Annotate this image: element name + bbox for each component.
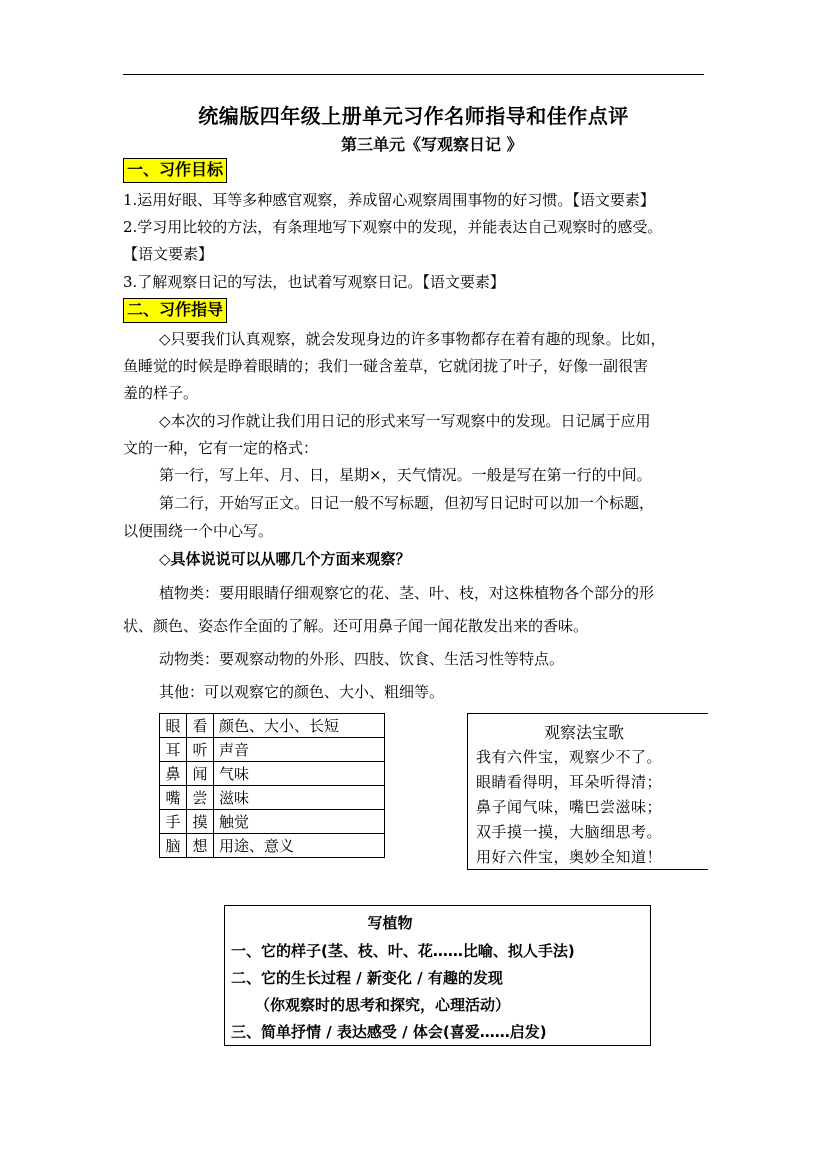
- guidance-text: ◇本次的习作就让我们用日记的形式来写一写观察中的发现。日记属于应用: [159, 412, 651, 430]
- table-row: [160, 762, 385, 786]
- aspect-cell: 声音: [214, 738, 385, 762]
- senses-table: [159, 713, 385, 858]
- goal-line: 1.运用好眼、耳等多种感官观察，养成留心观察周围事物的好习惯。【语文要素】: [123, 191, 655, 209]
- rhyme-title: 观察法宝歌: [543, 723, 624, 742]
- box-line: 一、它的样子(茎、枝、叶、花……比喻、拟人手法): [231, 942, 575, 960]
- rhyme-line: 我有六件宝，观察少不了。: [476, 748, 663, 766]
- section-heading-guidance: 二、习作指导: [123, 298, 227, 323]
- action-cell: 尝: [187, 786, 214, 810]
- action-cell: 听: [187, 738, 214, 762]
- box-line: 二、它的生长过程 / 新变化 / 有趣的发现: [231, 969, 503, 987]
- rhyme-line: 双手摸一摸，大脑细思考。: [476, 823, 663, 841]
- action-cell: 闻: [187, 762, 214, 786]
- box-line: （你观察时的思考和探究，心理活动）: [255, 996, 511, 1014]
- action-cell: 想: [187, 834, 214, 858]
- observation-question: ◇具体说说可以从哪几个方面来观察？: [159, 550, 411, 568]
- top-rule: [123, 74, 704, 75]
- organ-cell: 耳: [160, 738, 187, 762]
- organ-cell: 嘴: [160, 786, 187, 810]
- aspect-cell: 用途、意义: [214, 834, 385, 858]
- aspect-cell: 触觉: [214, 810, 385, 834]
- plant-text: 状、颜色、姿态作全面的了解。还可用鼻子闻一闻花散发出来的香味。: [123, 617, 589, 635]
- animal-text: 动物类：要观察动物的外形、四肢、饮食、生活习性等特点。: [159, 650, 565, 668]
- box-title: 写植物: [367, 914, 413, 932]
- goal-line: 2.学习用比较的方法，有条理地写下观察中的发现，并能表达自己观察时的感受。: [123, 218, 663, 236]
- rhyme-line: 眼睛看得明，耳朵听得清；: [476, 773, 663, 791]
- guidance-text: 文的一种，它有一定的格式：: [123, 439, 319, 457]
- guidance-text: 以便围绕一个中心写。: [123, 522, 274, 540]
- box-line: 三、简单抒情 / 表达感受 / 体会(喜爱……启发): [231, 1023, 547, 1041]
- observation-rhyme-box: [467, 713, 708, 870]
- other-text: 其他：可以观察它的颜色、大小、粗细等。: [159, 683, 445, 701]
- document-title: 统编版四年级上册单元习作名师指导和佳作点评: [198, 104, 629, 128]
- table-row: [160, 786, 385, 810]
- guidance-text: ◇只要我们认真观察，就会发现身边的许多事物都存在着有趣的现象。比如，: [159, 330, 666, 348]
- goal-line: 【语文要素】: [123, 245, 214, 263]
- section-heading-goals: 一、习作目标: [123, 158, 227, 183]
- organ-cell: 手: [160, 810, 187, 834]
- organ-cell: 鼻: [160, 762, 187, 786]
- organ-cell: 脑: [160, 834, 187, 858]
- table-row: [160, 834, 385, 858]
- aspect-cell: 滋味: [214, 786, 385, 810]
- aspect-cell: 气味: [214, 762, 385, 786]
- table-row: [160, 738, 385, 762]
- guidance-text: 第二行，开始写正文。日记一般不写标题，但初写日记时可以加一个标题，: [159, 494, 655, 512]
- action-cell: 看: [187, 714, 214, 738]
- organ-cell: 眼: [160, 714, 187, 738]
- guidance-text: 第一行，写上年、月、日，星期×，天气情况。一般是写在第一行的中间。: [159, 466, 652, 484]
- plant-text: 植物类：要用眼睛仔细观察它的花、茎、叶、枝，对这株植物各个部分的形: [159, 584, 655, 602]
- guidance-text: 羞的样子。: [123, 384, 199, 402]
- action-cell: 摸: [187, 810, 214, 834]
- plant-writing-box: [224, 905, 651, 1046]
- table-row: [160, 810, 385, 834]
- rhyme-line: 鼻子闻气味，嘴巴尝滋味；: [476, 798, 663, 816]
- table-row: [160, 714, 385, 738]
- document-subtitle: 第三单元《写观察日记 》: [341, 135, 523, 154]
- rhyme-line: 用好六件宝，奥妙全知道！: [476, 848, 663, 866]
- aspect-cell: 颜色、大小、长短: [214, 714, 385, 738]
- goal-line: 3.了解观察日记的写法，也试着写观察日记。【语文要素】: [123, 273, 505, 291]
- guidance-text: 鱼睡觉的时候是睁着眼睛的；我们一碰含羞草，它就闭拢了叶子，好像一副很害: [123, 357, 649, 375]
